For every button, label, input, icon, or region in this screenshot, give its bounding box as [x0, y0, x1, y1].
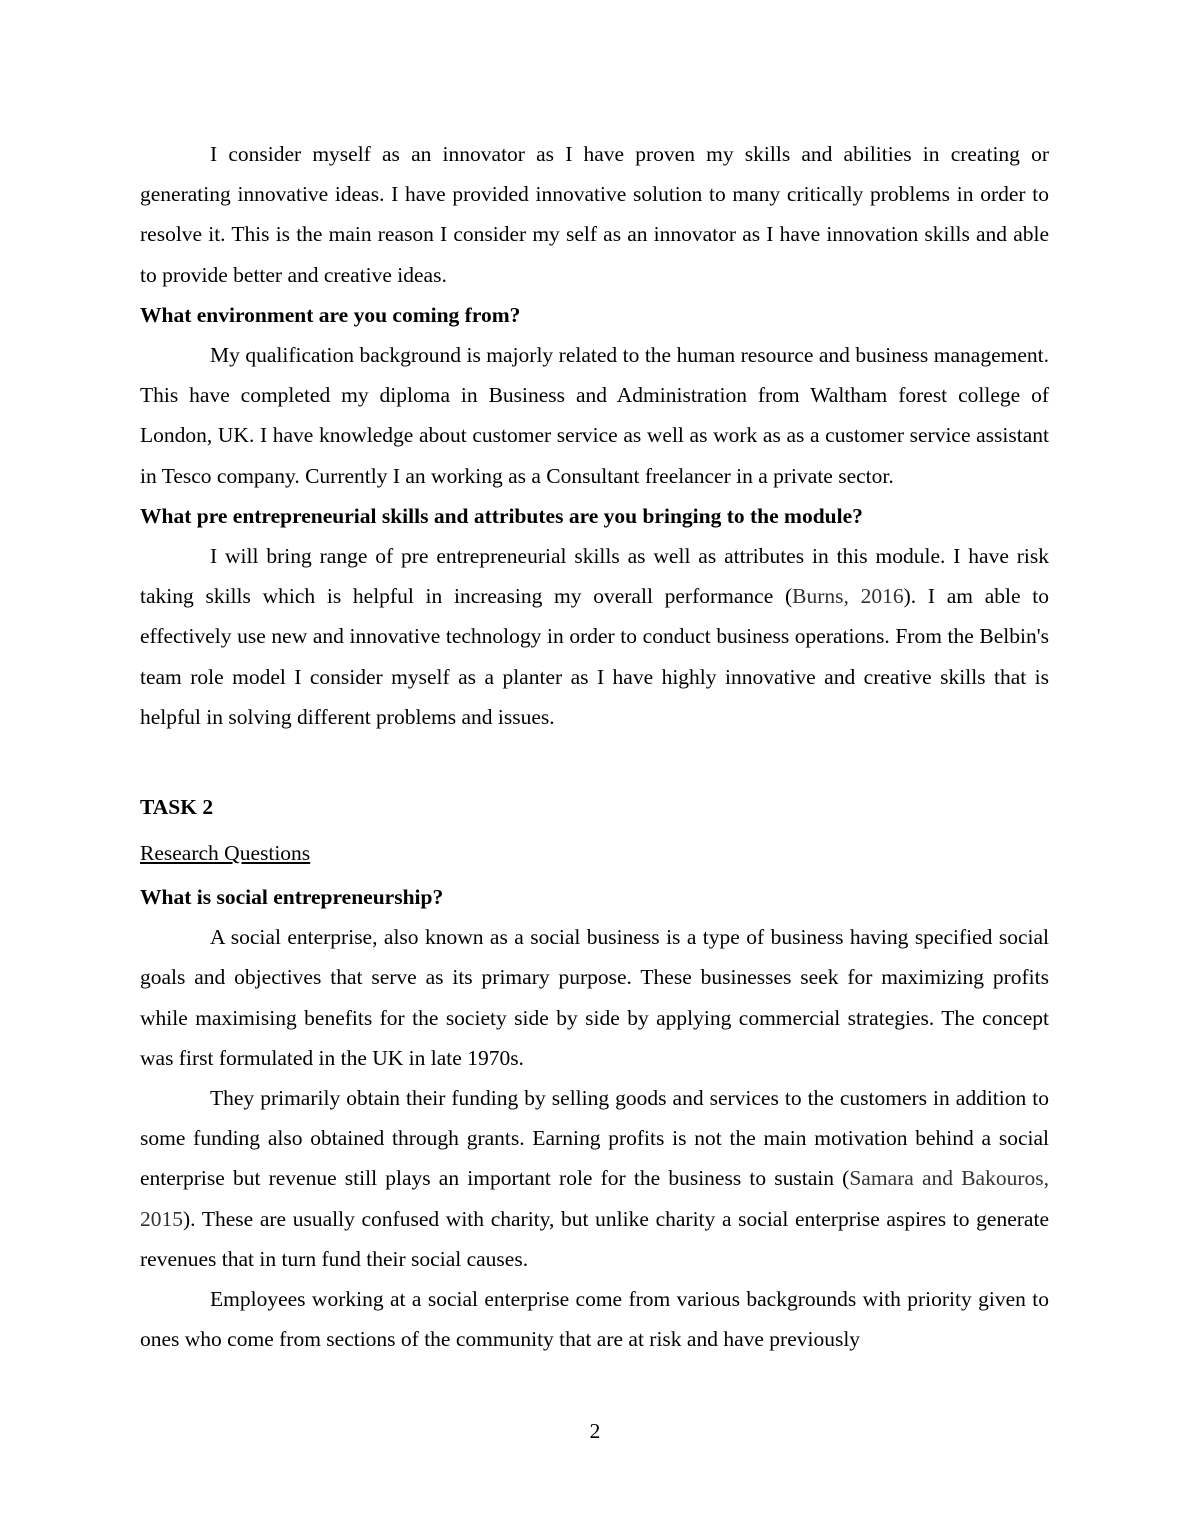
citation-burns: Burns, 2016 [792, 584, 904, 609]
research-questions-heading: Research Questions [140, 841, 311, 866]
paragraph-funding [140, 1078, 1049, 1279]
paragraph-skills-text-end: ). I am able to effectively use new and innovative technology in order to conduct business operations. From the Belbin's team role model I consider myself as a planter as I have highly innovative and creative skills that is helpful in solving different problems and issues. [140, 584, 1049, 729]
document-body [140, 134, 1049, 1359]
question-heading-skills: What pre entrepreneurial skills and attributes are you bringing to the module? [140, 503, 863, 528]
citation-samara: Samara and Bakouros, 2015 [140, 1166, 1049, 1231]
paragraph-innovator: I consider myself as an innovator as I have proven my skills and abilities in creating or generating innovative ideas. I have provided innovative solution to many critically problems in order to resolve it. This is the main reason I consider my self as an innovator as I have innovation skills and able to provide better and creative ideas. [140, 142, 1049, 287]
paragraph-funding-text-start: They primarily obtain their funding by selling goods and services to the customers in addition to some funding also obtained through grants. Earning profits is not the main motivation behind a social enterprise but revenue still plays an important role for the business to sustain ( [140, 1086, 1049, 1191]
question-heading-environment: What environment are you coming from? [140, 302, 521, 327]
question-heading-social: What is social entrepreneurship? [140, 885, 444, 910]
task-2-heading: TASK 2 [140, 795, 214, 820]
paragraph-social-enterprise: A social enterprise, also known as a social business is a type of business having specified social goals and objectives that serve as its primary purpose. These businesses seek for maximizing profits while maximising benefits for the society side by side by applying commercial strategies. The concept was first formulated in the UK in late 1970s. [140, 925, 1049, 1070]
page-number: 2 [589, 1419, 601, 1443]
paragraph-funding-text-end: ). These are usually confused with charity, but unlike charity a social enterprise aspires to generate revenues that in turn fund their social causes. [140, 1206, 1049, 1271]
paragraph-employees: Employees working at a social enterprise come from various backgrounds with priority given to ones who come from sections of the community that are at risk and have previously [140, 1287, 1049, 1352]
paragraph-skills-text-start: I will bring range of pre entrepreneurial skills as well as attributes in this module. I have risk taking skills which is helpful in increasing my overall performance ( [140, 544, 1049, 609]
paragraph-background: My qualification background is majorly related to the human resource and business management. This have completed my diploma in Business and Administration from Waltham forest college of London, UK. I have knowledge about customer service as well as work as as a customer service assistant in Tesco company. Currently I an working as a Consultant freelancer in a private sector. [140, 343, 1049, 488]
paragraph-skills [140, 536, 1049, 737]
